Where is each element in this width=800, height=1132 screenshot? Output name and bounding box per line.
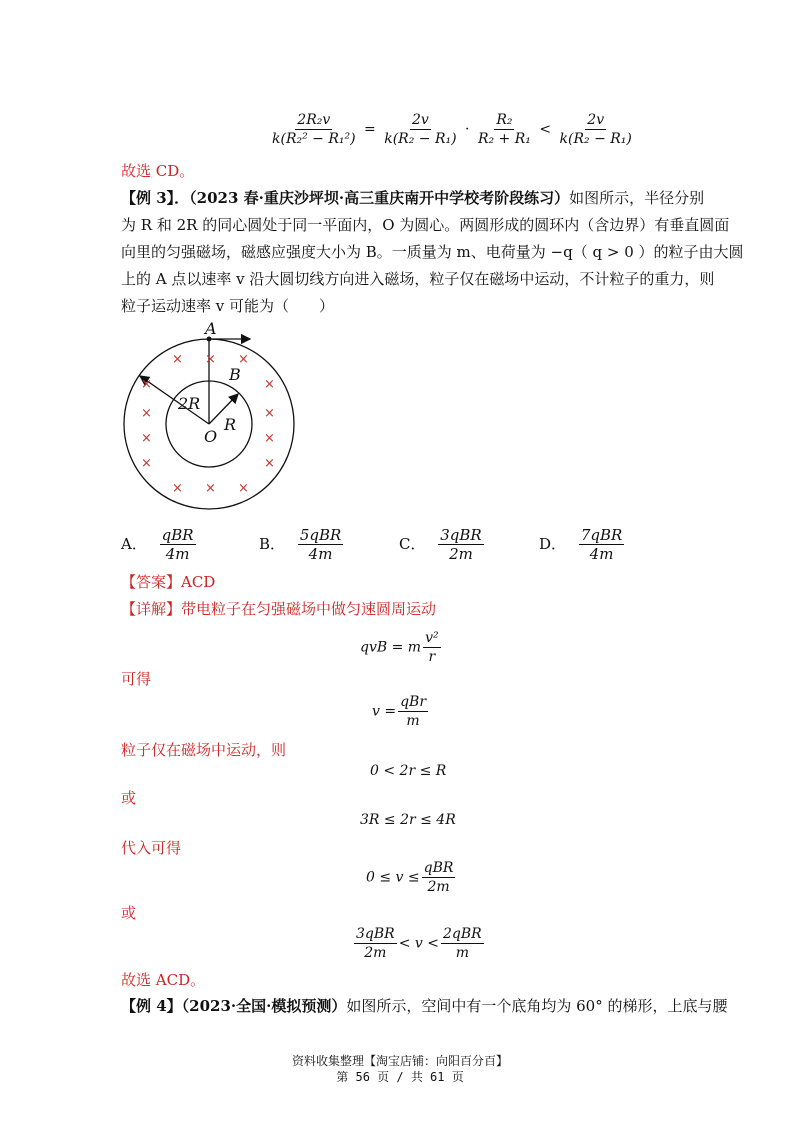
equation-2: v = $\frac{\text{qBr}}{m}$ — [372, 694, 427, 729]
top-eq-lhs: $\frac{\text{2R₂v}}{\text{k(R₂² − R₁²)}}$ — [272, 112, 356, 147]
label-a: A — [205, 319, 217, 338]
prev-answer: 故选 CD。 — [121, 162, 195, 180]
example3-line2: 为 R 和 2R 的同心圆处于同一平面内，O 为圆心。两圆形成的圆环内（含边界）有垂直圆面 — [121, 216, 730, 234]
field-cross-mark: × — [238, 481, 249, 496]
text-kede-1: 可得 — [121, 670, 152, 688]
field-cross-mark: × — [141, 456, 152, 471]
field-cross-mark: × — [264, 406, 275, 421]
label-2r: 2R — [178, 394, 201, 413]
option-a[interactable]: A． $\frac{\text{qBR}}{4m}$ — [121, 526, 194, 563]
example3-line5: 粒子运动速率 v 可能为（ ） — [121, 297, 335, 315]
text-or-1: 或 — [121, 789, 137, 807]
top-eq-rhs: $\frac{2v}{\text{k(R₂ − R₁)}}$ — [559, 112, 632, 147]
example3-line1: 【例 3】．（2023 春·重庆沙坪坝·高三重庆南开中学校考阶段练习）如图所示，半径分别 — [121, 189, 705, 207]
field-cross-mark: × — [205, 481, 216, 496]
option-c[interactable]: C． $\frac{\text{3qBR}}{2m}$ — [399, 526, 482, 563]
field-cross-mark: × — [205, 352, 216, 367]
field-cross-mark: × — [172, 481, 183, 496]
text-only-in-field: 粒子仅在磁场中运动，则 — [121, 741, 287, 759]
footer-page-number: 第 56 页 / 共 61 页 — [336, 1070, 464, 1084]
detail: 【详解】带电粒子在匀强磁场中做匀速圆周运动 — [121, 600, 437, 618]
example3-line3: 向里的匀强磁场，磁感应强度大小为 B。一质量为 m、电荷量为 −q（ q > 0 ）的粒子由大圆 — [121, 243, 744, 261]
label-b: B — [229, 365, 241, 384]
option-b[interactable]: B． $\frac{\text{5qBR}}{4m}$ — [259, 526, 342, 563]
top-equation: $\frac{\text{2R₂v}}{\text{k(R₂² − R₁²)}}$ = $\frac{2v}{\text{k(R₂ − R₁)}}$ · $\frac{\text{R₂}}{\text{R₂ + R₁}}$ < $\frac{2v}{\text{k(R₂ − R₁)}}$ — [272, 112, 632, 147]
field-cross-mark: × — [141, 406, 152, 421]
example4-line1: 【例 4】（2023·全国·模拟预测）如图所示，空间中有一个底角均为 60° 的梯形，上底与腰 — [121, 997, 728, 1015]
equation-5: 0 ≤ v ≤ $\frac{\text{qBR}}{2m}$ — [366, 860, 454, 895]
example3-tag: 【例 3】．（2023 春·重庆沙坪坝·高三重庆南开中学校考阶段练习） — [121, 189, 570, 207]
footer-source: 资料收集整理【淘宝店铺：向阳百分百】 — [291, 1054, 508, 1068]
example4-tag: 【例 4】（2023·全国·模拟预测） — [121, 997, 347, 1015]
option-d[interactable]: D． $\frac{\text{7qBR}}{4m}$ — [539, 526, 623, 563]
equation-6: $\frac{\text{3qBR}}{2m}$ < v < $\frac{\text{2qBR}}{m}$ — [356, 926, 482, 961]
final-answer: 故选 ACD。 — [121, 971, 206, 989]
equation-1: qvB = m $\frac{\text{v²}}{r}$ — [360, 630, 439, 665]
top-eq-m1: $\frac{2v}{\text{k(R₂ − R₁)}}$ — [384, 112, 457, 147]
field-cross-mark: × — [172, 352, 183, 367]
text-kede-2: 代入可得 — [121, 839, 182, 857]
text-or-2: 或 — [121, 904, 137, 922]
field-cross-mark: × — [238, 352, 249, 367]
field-cross-mark: × — [264, 431, 275, 446]
field-cross-mark: × — [141, 377, 152, 392]
answer: 【答案】ACD — [121, 573, 216, 591]
field-cross-mark: × — [264, 456, 275, 471]
label-o: O — [204, 427, 218, 446]
example3-line4: 上的 A 点以速率 v 沿大圆切线方向进入磁场，粒子仅在磁场中运动，不计粒子的重力，则 — [121, 270, 715, 288]
equation-4: 3R ≤ 2r ≤ 4R — [360, 812, 456, 828]
label-r: R — [224, 415, 237, 434]
field-cross-mark: × — [141, 431, 152, 446]
magnetic-field-diagram — [118, 318, 308, 510]
field-cross-mark: × — [264, 377, 275, 392]
top-eq-m2: $\frac{\text{R₂}}{\text{R₂ + R₁}}$ — [477, 112, 531, 147]
equation-3: 0 < 2r ≤ R — [370, 763, 447, 779]
